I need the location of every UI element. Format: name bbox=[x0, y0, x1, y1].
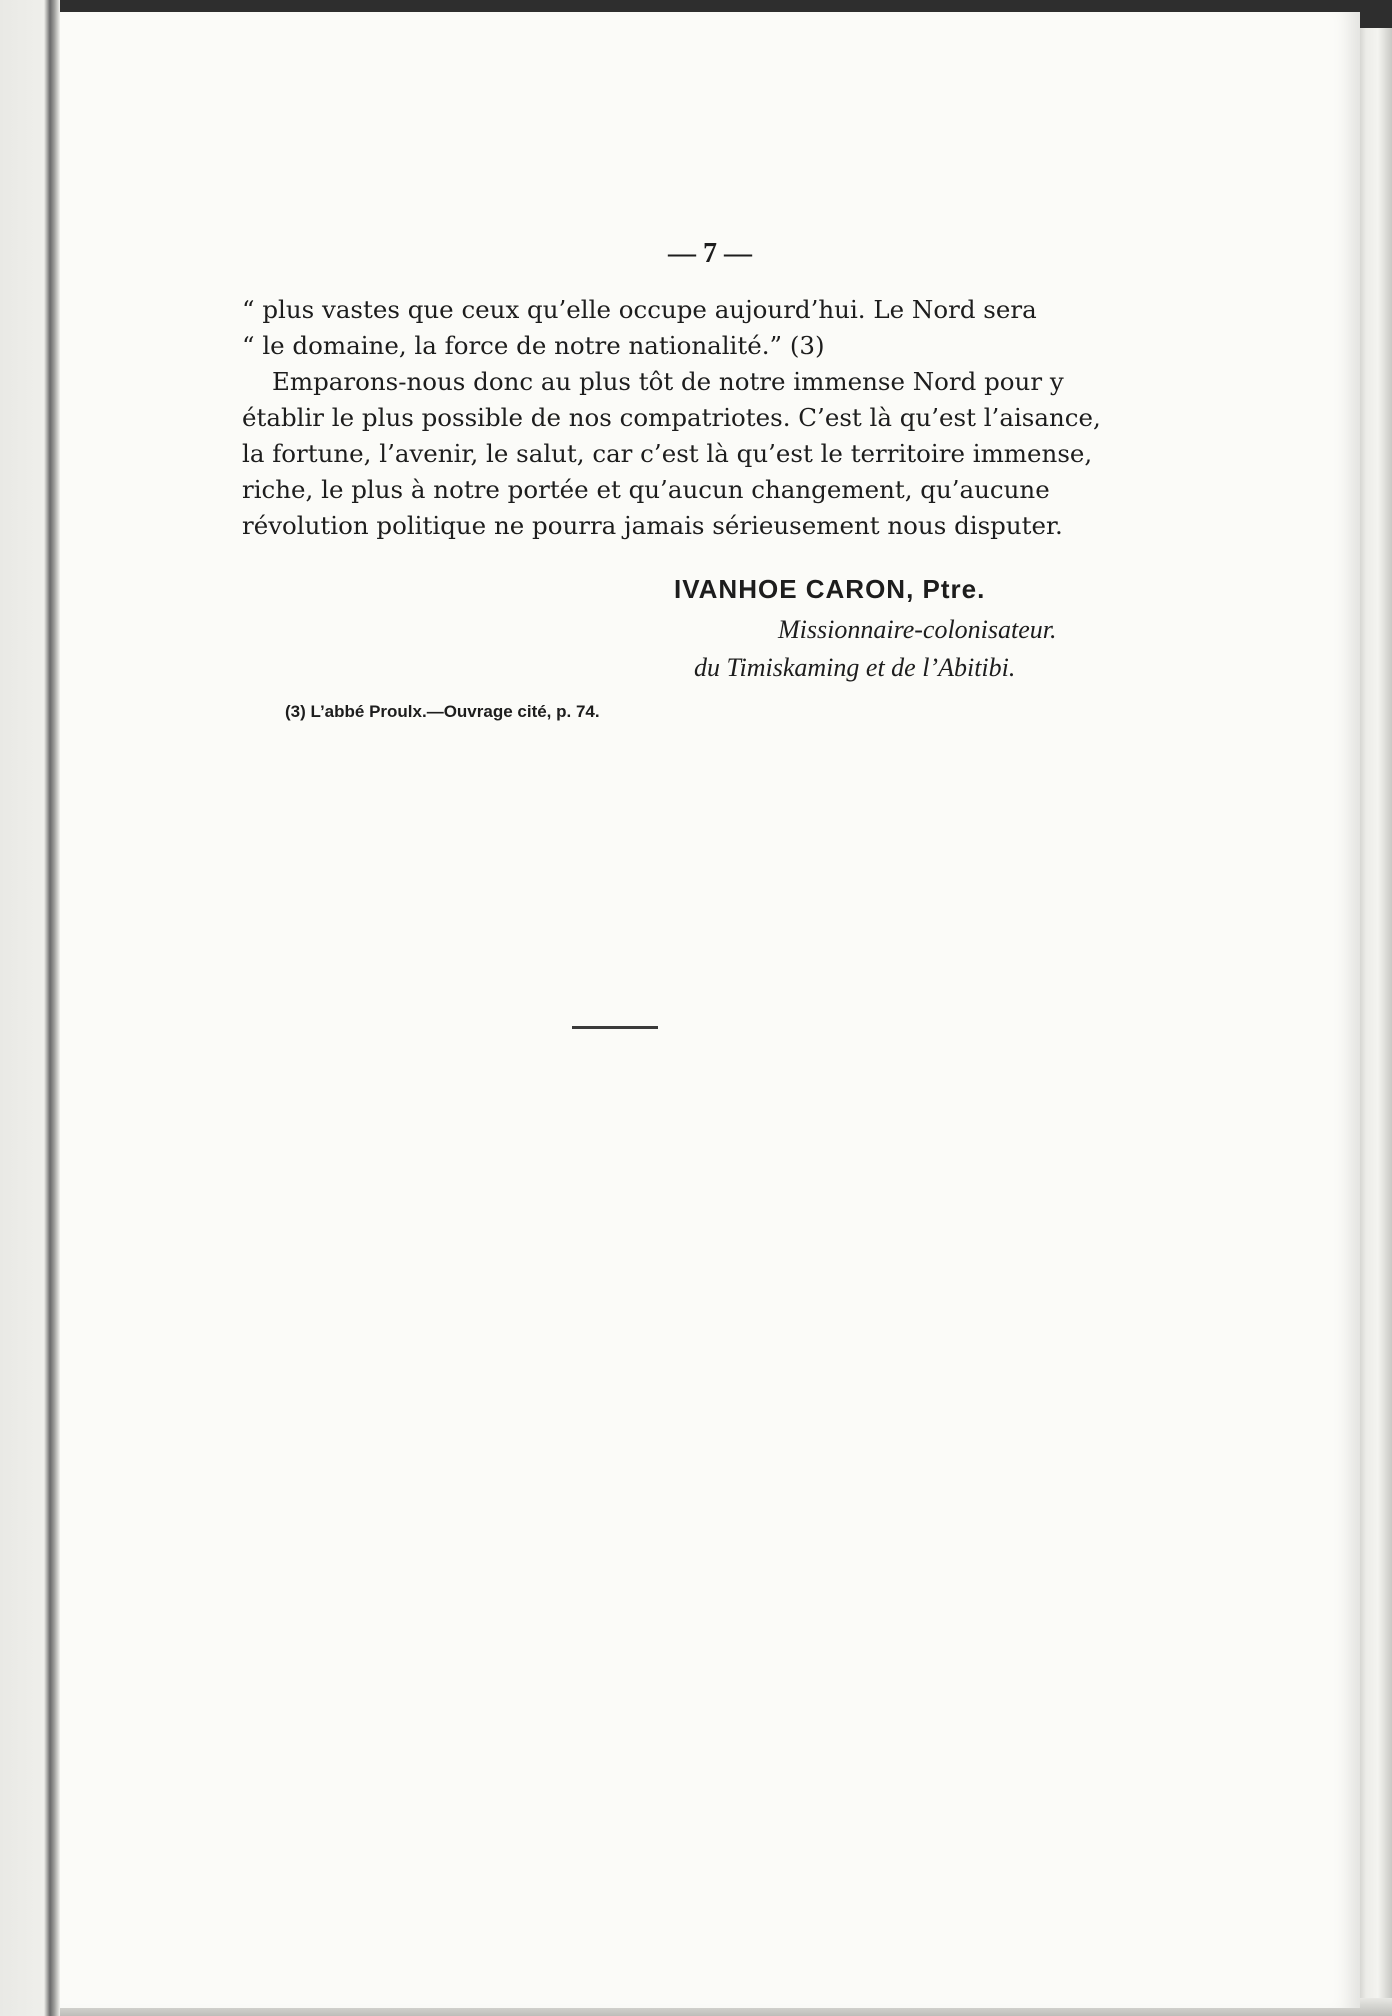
body-line-7: révolution politique ne pourra jamais sérieusement nous disputer. bbox=[242, 511, 1063, 540]
signature-name: IVANHOE CARON, Ptre. bbox=[674, 574, 986, 604]
body-line-2: “ le domaine, la force de notre nationalité.” (3) bbox=[242, 331, 825, 360]
page-edge-right bbox=[1360, 28, 1392, 2016]
signature-role-line-2: du Timiskaming et de l’Abitibi. bbox=[694, 653, 1016, 682]
body-line-5: la fortune, l’avenir, le salut, car c’est là qu’est le territoire immense, bbox=[242, 439, 1093, 468]
body-line-1: “ plus vastes que ceux qu’elle occupe aujourd’hui. Le Nord sera bbox=[242, 295, 1037, 324]
page-number: — 7 — bbox=[668, 238, 752, 269]
body-line-6: riche, le plus à notre portée et qu’aucun changement, qu’aucune bbox=[242, 475, 1050, 504]
signature-role-line-1: Missionnaire-colonisateur. bbox=[778, 615, 1057, 644]
body-line-4: établir le plus possible de nos compatriotes. C’est là qu’est l’aisance, bbox=[242, 403, 1101, 432]
document-page bbox=[60, 12, 1360, 2008]
binding-gutter bbox=[0, 0, 60, 2016]
body-line-3: Emparons-nous donc au plus tôt de notre immense Nord pour y bbox=[272, 367, 1064, 396]
closing-rule bbox=[572, 1026, 658, 1029]
footnote: (3) L’abbé Proulx.—Ouvrage cité, p. 74. bbox=[285, 702, 600, 721]
